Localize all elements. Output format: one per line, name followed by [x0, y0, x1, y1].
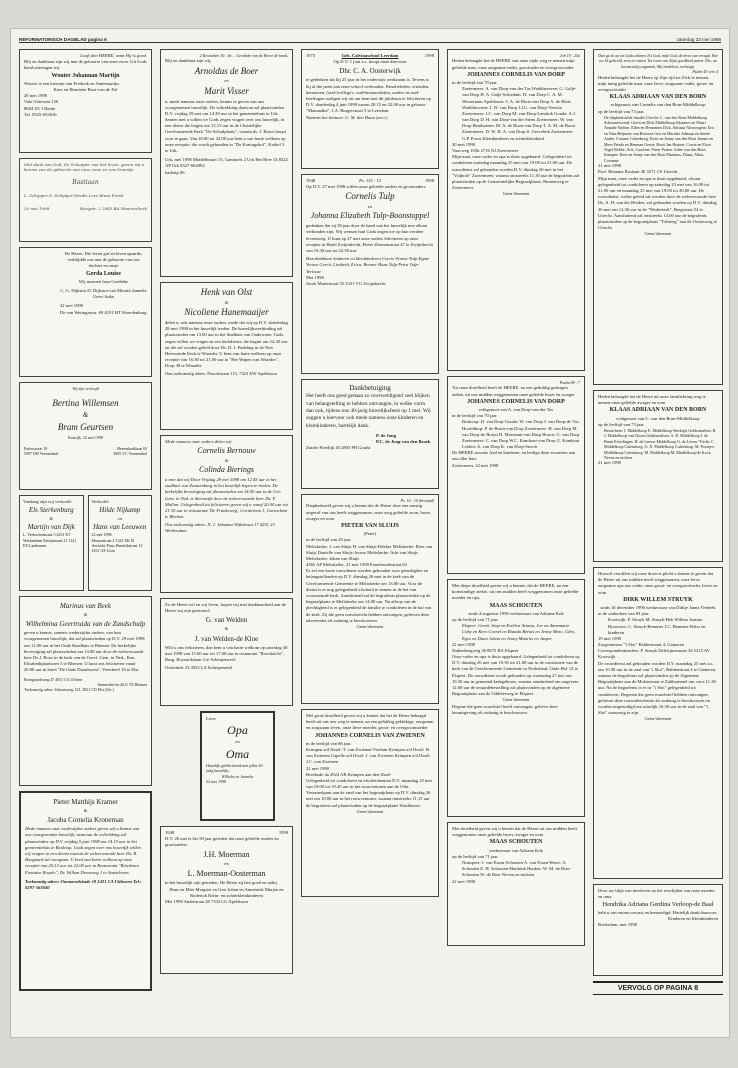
ad-address: Ons toekomstig adres: Pascalstraat 113, 7323 EW Apeldoorn: [165, 371, 278, 377]
ad-body: Met droefheid geven wij u kennis dat de Heere uit ons midden heeft weggenomen onze geliefde broer, zwager en oom: [452, 826, 578, 838]
newspaper-page: [10, 28, 730, 1038]
ad-body: u, mede namens onze ouders, kennis te geven van ons voorgenomen huwelijk. De voltrekking daarvan zal plaatsvinden D.V. vrijdag 29 mei om 14.30 uur in het gemeentehuis te Urk. Samen met u willen we Gods zegen vragen over ons huwelijk, in een dienst die begint om 15.15 uur in de Christelijke Gereformeerde Kerk "De Schuilplaats", waarin ds. J. Broos hoopt voor te gaan. Van 20.00 tot 22.00 uur bent u van harte welkom op onze receptie, die wordt gehouden in "De Koningshof", Kerkel 3 te Urk.: [165, 98, 286, 154]
family-names: Beusichem: J. Middelkoop E. Middelkoop-Sterkrijk Geldermalsen: B. J. Middelkoop-van Doorn Geldermalsen: A. R. Middelkoop J. de Bruin Everdingen: H. de Leeuw-Middelkoop G. de Leeuw 'Tricht: C. Middelkoop Culemborg: G. N. Middelkoop Culemborg: M. Poortjes-Middelkoop Culemborg: M. Middelkoop M. Middelkoop-de Kock Neven en nichten: [604, 427, 717, 460]
name-2: Bram Geurtsen: [57, 421, 114, 432]
ad-sign: P.C. de Jong-van den Broek: [376, 439, 431, 445]
deceased-name: PIETER VAN SLUIJS: [341, 522, 399, 529]
paper-date: zaterdag 23 mei 1998: [676, 37, 721, 42]
ad-verse: Psalm 89 : 7: [559, 380, 580, 385]
ad-title: Dankbetuiging: [349, 384, 391, 392]
ad-sign: P. de Jong: [376, 432, 396, 438]
ad-sub: sinds 4 augustus 1996 weduwnaar van Adriana Kok: [468, 610, 564, 616]
anniversary-ad-opa-oma: [200, 711, 275, 821]
and-word: en: [367, 204, 373, 210]
ad-address: L. Verkooienstraat 3 4251 ET Werkendam Pattijnstraat 21 1121 EE Landsmeer: [23, 532, 77, 548]
ad-body: delen u, ook namens onze ouders, mede dat wij op D.V. donderdag 28 mei 1998 in het huwelijk treden. De huwelijksverbinding zal plaatsvinden om 13.00 uur in het Stadhuis van Oudewater. Gods zegen willen we vragen in een kerkdienst, die begint om 14.30 uur en die zal worden geleid door Ds. D. J. Budding in de Ned. Hervormde Kerk te Waarder. U bent van harte welkom op onze receptie van 16.30 tot 21.00 uur in "Het Wapen van Waarder", Dorp 38 te Waarder.: [165, 319, 288, 369]
ad-sub: echtgenoot van A. van Dorp-van der Tas: [478, 406, 554, 412]
deceased-name: MAAS SCHOUTEN: [489, 839, 543, 846]
ad-sign: Geen bloemen: [644, 231, 672, 237]
ad-top: Tot onze droefheid heeft de HEERE, na een geduldig gedragen ziekte, uit ons midden weggenomen onze geliefde broer en zwager: [452, 385, 575, 397]
ad-date: Katwijk, 22 mei 1998: [68, 434, 103, 440]
wedding-ad-marinus: Marinus van Beek & Wilhelmina Geertruida van de Zandschulp geven u kennis, samens wederzijdse ouders, van hun voorgenomen huwelijk, dat zal plaatsvinden op D.V. 29 mei 1998 om 11.00 uur in het Oude Raadhuis te Rhenen. De kerkelijke bevestiging zal plaatsvinden om 14.00 uur door de weleerwaarde heer Ds J. Roos in de kerk van de Geref. Gem. in Ned., Kon. Elizabethplantsoen 5 te Rhenen. U kunt ons feliciteren vanaf 20.00 uur in hotel "De Oude Draaiboom", Veerdreef 10 te Elst. Borngaardsweg 47 4051 CG Ochten Sennerden 6a 2611 TZ Rhenen Toekomstig adres: Schaatsweg 123, 3821 CD Elst (Utr.): [19, 596, 152, 786]
ad-body: geven u kennis, samens wederzijdse ouders, van hun voorgenomen huwelijk, dat zal plaatsvinden op D.V. 29 mei 1998 om 11.00 uur in het Oude Raadhuis te Rhenen. De kerkelijke bevestiging zal plaatsvinden om 14.00 uur door de weleerwaarde heer Ds J. Roos in de kerk van de Geref. Gem. in Ned., Kon. Elizabethplantsoen 5 te Rhenen. U kunt ons feliciteren vanaf 20.00 uur in hotel "De Oude Draaiboom", Veerdreef 10 te Elst.: [24, 630, 145, 673]
death-ad-schouten-1: [447, 579, 585, 817]
ad-age: op de leeftijd van 73 jaar.: [598, 421, 645, 427]
ad-date: 19 mei 1998: [598, 635, 621, 641]
ad-body: gedenken dat zij 50 jaar door de hand van het huwelijk met elkaar verbonden zijn. Wij wensen hun Gods zegen toe op hun verdere levensweg. U kunt op 27 mei onze ouders feliciteren op onze receptie in Hotel Zwijndrecht, Pieter Zeemanstraat 47 te Zwijndrecht van 19.30 uur tot 22.30 uur.: [306, 223, 433, 253]
ad-sub: Wouter is een broertje van Frederik en Annemartijn.: [24, 80, 120, 86]
column-4: [447, 49, 585, 951]
jubilee-ad-oosterwijk: [301, 49, 439, 169]
ad-sign: Kinderen en Kleinkinderen: [667, 916, 718, 922]
ad-sign: Geen bloemen: [356, 808, 384, 814]
ad-address: Mei 1998 Ambtstraat 28 7333 LG Apeldoorn: [165, 898, 248, 904]
ad-body: u mee dat wij Door Vrijdag 29 mei 1998 om 12.45 uur in het stadhuis van Zwanenburg in het huwelijk hopen te treden. De kerkelijke bevestiging zal plaatsvinden om 14.00 uur in de Ger. Gem. in Ned. te Steenwijk door de weleerwaarde heer Ds. F. Mallan. Gelegenheid tot feliciteren geven wij u vanaf 20.00 uur tot 21.30 uur in restaurant 'De Frankeweg', Gorinchem 1, Gorinchem te Rhenen.: [165, 476, 288, 520]
ad-quote: 2 Kronieken 30 : 9a ... Gerdieke van de Heere de hand.: [199, 53, 288, 58]
name-2: Hans van Leeuwen: [93, 522, 147, 531]
family-names: Hans en Mier Margriet en Gert Johan en Annemiek Marjen en Roderick Klein- en achterkleinkinderen: [169, 886, 284, 898]
ad-address: 3905 VC Veenendaal: [113, 451, 147, 457]
ad-verse: Ps. 115 : 15: [359, 178, 381, 183]
ad-sub: sinds 16 december 1996 weduwnaar van Dirkje Janna Verbeek: [600, 604, 716, 610]
wedding-ad-arnoldus: [160, 49, 293, 277]
ad-verse: Psalm 43 vers 4: [692, 69, 718, 75]
ad-sub: Wij noemen haar Gerdieke: [78, 278, 129, 284]
column-2: [160, 49, 293, 979]
ad-address: Ons toekomstig adres: N. J. Johanna Wijkstraat 17 4251 23 Werkendam: [165, 522, 275, 534]
ad-phone: Tel. 0525-653616: [24, 111, 57, 117]
ad-body: Heden behaagde het de Heere op Zijn tijd tot Zich te nemen, mijn innig geliefde man, onze lieve, zorgzame vader, groot- en overgrootvader: [598, 74, 714, 92]
ad-address: Toekomstig adres: Schaatsweg 123, 3821 CD Elst (Utr.): [24, 687, 114, 693]
child-name: Gerda Louise: [86, 270, 121, 277]
ad-body: Met grote droefheid geven wij u kennis dat het de Heere behaagd heeft uit ons ons weg te nemen, na een gelukkig gelukkige, zorgzaam en zorgzaam leven, onze lieve moeder, groot- en overgrootmoeder: [306, 713, 434, 731]
ad-age: in de ouderdom van 83 jaar.: [598, 611, 650, 617]
ad-body: Degene die geen rouwbrief heeft ontvangen, gelieve deze kennisgeving als zodanig te beschouwen.: [452, 703, 558, 715]
ad-address: Breekade 4a 2924 AB Krimpen aan den IJssel: [306, 771, 391, 777]
ad-address: Rotterdam, mei 1998: [598, 922, 637, 928]
ad-address: Zuider Hoedijk 40 2805 PB Gouda: [306, 445, 371, 451]
ad-body: De rouwdienst zal gehouden worden D.V. maandag 25 mei a.s. om 10.30 uur in de zaal van "t Slot", Baldenstraat 4 te Gameren, waarna de begrafenis zal plaatsvinden op de Algemene Begraafplaats aan de Molenstraat te Zaltbommel om circa 11.30 uur. Na de begrafenis is er in "'t Slot" gelegenheid tot condoleren. Degenen die geen rouwbrief hebben ontvangen, gelieven deze rouwadvertentie als zodanig te beschouwen en worden uitgenodigd om uiterlijk 16.30 uur in de zaal van "'t Slot" aanwezig te zijn.: [598, 660, 717, 716]
ad-address: Heemskerklaan 65: [117, 446, 147, 451]
ad-body: Zo de Heere wil en wij leven, hopen wij met dankbaarheid aan de Heere wij zijn getrouwd: [165, 602, 286, 614]
and-word: &: [224, 299, 229, 305]
year-to: 1998: [424, 53, 434, 58]
name-1: Henk van Olst: [200, 287, 253, 297]
parents-names: Kees en Henriette Boot-van de Pol: [53, 86, 118, 92]
ad-top: Op D.V. 27 mei 1998 willen onze geliefde ouders en grootouders: [306, 184, 426, 190]
ad-sign: Geen bloemen: [502, 191, 530, 197]
ad-sign: Geen bloemen: [502, 697, 530, 703]
paper-title: REFORMATORISCH DAGBLAD pagina 6: [19, 37, 107, 42]
name-1: Bertina Willemsen: [52, 398, 119, 409]
wedding-ad-pieter: Pieter Matthijs Kramer & Jacoba Cornelia Kroneman Mede namens onze wederzijdse ouders geven wij u kennis van ons voorgenomen huwelijk, waarvan de voltrekking zal plaatsvinden op D.V. vrijdag 5 juni 1998 om 14.15 uur in het gemeentehuis te Boskoop. Gods zegen over ons huwelijk willen wij vragen in een dienst waarin de weleerwaarde heer Ds. R. Boogaard zal voorgaan. U bent van harte welkom op onze receptie van 20.15 uur tot 22.00 uur in Restaurant "Résidence Fontaine Royale", Dr. Willem Dreesweg 1 te Amstelveen. Toekomstig adres: Ommoordskade 18 1421 CA Uithoorn Tel.: 0297-563040: [19, 791, 152, 991]
ad-address: Jacob Marisstraat 35 3331 VG Zwijndrecht: [306, 280, 386, 286]
wedding-ad-henk: [160, 282, 293, 430]
ad-address: Vale Ooievaar 126: [24, 99, 59, 105]
ad-date: 22 mei 1998: [60, 303, 83, 309]
ad-poem: Dan ga ik op tot Gods altaren Tot God, mijn God, de bron van vreugd. Ene uw lil geheeld, eren en waren Tot roem van Zijns goedheid paren. Die, na kortstondig ongemak, Mij eindeloos verheugt.: [598, 53, 718, 69]
anniversary-ad-moerman: [160, 826, 293, 974]
child-name: Wouter Johannan Martijn: [51, 72, 120, 79]
ad-body: te gedenken dat hij 25 jaar in het onderwijs werkzaam is. Tevens is hij al die jaren aan onze school verbonden. Familieleden, vrienden, kennissen, (oud-)collega's, oud-bestuursleden, ouders en oud-leerlingen nodigen wij uit om hem met dit jubileum te feliciteren op D.V. donderdag 4 juni 1998 tussen 20.15 en 22.00 uur in gebouw "Maranatha", J.A. Burgerstraat 5 te Leerdam.: [306, 77, 431, 114]
name-2: Wilhelmina Geertruida van de Zandschulp: [25, 620, 146, 629]
ad-sub: weduwnaar van Adriana Kok: [489, 847, 543, 853]
family-names: Boskoop: D. van Dorp Gouda: W. van Dorp J. van Dorp-de Vos Hoofddorp: P. de Bruin-van Dorp Zoetermeer: H. van Dorp M. van Dorp-de Bruyn H. Moerman-van Dorp Hoorn: G. van Dorp Zoetermeer: C. van Dorp W.C. Kamhout-van Dorp G. Kamhout Leiden: A. van Dorp K. van Dorp-Storch: [462, 419, 580, 450]
wedding-ad-van-welden: [160, 598, 293, 706]
ad-address: Vauvweg 103b 2716 NJ Zoetermeer: [452, 148, 519, 154]
ad-address: Stakenbergweg 36 8075 BA Elspeet: [452, 647, 519, 653]
ad-age: in de leeftijd van 70 jaar.: [452, 79, 498, 85]
death-ad-van-den-born-1: [593, 49, 723, 385]
ad-body: De Heere, Die leven gaf en leven spaarde, verblijdde ons met de geboorte van ons dochter en zusje: [64, 251, 143, 269]
engagement-pair: [19, 495, 152, 596]
title-word: Lieve: [206, 716, 216, 721]
ad-age: op de leeftijd van 71 jaar.: [452, 616, 499, 622]
column-3: [301, 49, 439, 902]
ad-sub: echtgenoot van Cornelia van den Born-Middelkoop: [610, 102, 706, 108]
ad-body: Heden behaagde het de HEERE van onze zijde weg te nemen mijn geliefde man, onze zorgzame vader, grootvader en overgrootvader: [452, 58, 575, 70]
ad-address: Oosteinde 23 3925 LA Scherpenzeel: [165, 665, 233, 671]
thanks-ad-verloop: [593, 884, 723, 976]
ad-address: Zorgcentrum "'t Slot" Baldenstraat 4, Gameren: [598, 642, 685, 648]
death-ad-struyk: [593, 567, 723, 879]
ad-body: De HEERE troostte Aad en kinderen, en heilige deze ervaarten aan ons aller hart.: [452, 450, 576, 462]
name-2: Martijn van Dijk: [27, 522, 75, 531]
ad-age: in de leeftijd van 70 jaar.: [452, 413, 498, 419]
ad-extra: kadotip 06: [165, 169, 185, 175]
ad-verse: Ps. 16 : 10 (berijmd): [400, 498, 434, 503]
ad-age: in de leeftijd van 20 jaar.: [306, 537, 352, 543]
ad-address: 5907 DH Veenendaal: [24, 451, 59, 457]
ad-body: Heden behaagde het de Heere uit onze familiekring weg te nemen onze geliefde zwager en oom: [598, 394, 706, 406]
ad-body: in het huwelijk zijn getreden. De Heere zij hen goed en nabij.: [165, 880, 278, 886]
deceased-name: KLAAS ADRIAAN VAN DEN BORN: [609, 407, 707, 414]
engagement-ad-bertina: Wij zijn verloofd Bertina Willemsen & Bram Geurtsen Katwijk, 22 mei 1998 Putterstraat 19 Heemskerklaan 65 5907 DH Veenendaal 3905 VC Veenendaal: [19, 382, 152, 490]
jubilee-name: Dhr. C. A. Oosterwijk: [339, 67, 401, 76]
ad-body: Door uw blijk van meeleven na het overlijden van onze moeder en oma: [598, 888, 715, 900]
year-from: 1973: [306, 53, 316, 58]
deceased-name: DIRK WILLEM STRUYK: [623, 596, 693, 603]
ad-top: Vandaag zijn wij verloofd:: [23, 499, 72, 504]
and-word: &: [224, 626, 229, 632]
family-names: Nunspeet: J. van Essen-Schouten A. van Essen Weert: A. Schouten E. H. Schouten-Harinink Harden: W. M. de Boer-Schouten W. de Boer Neven en nichten: [462, 859, 572, 878]
death-ad-van-den-born-2: [593, 390, 723, 562]
ad-address: Correspondentieadres: P. Struyk Delwijnsestraat 34 5315 AV Kootwijk: [598, 648, 710, 660]
name-2: Colinda Bierings: [199, 465, 254, 475]
death-ad-van-dorp-1: [447, 49, 585, 371]
ad-sign: Geen bloemen: [356, 623, 384, 629]
name-1: Marinus van Beek: [60, 602, 111, 610]
family-names: Krimpen a/d IJssel: T. van Zwienen-Verduin Krimpen a/d IJssel: H. van Zwienen Capelle a/d IJssel: J. van Zwienen Krimpen a/d IJssel: J.C. van Zwienen: [306, 746, 431, 765]
ad-verse: Job 19 : 25a: [559, 53, 580, 58]
name-2: Jacoba Cornelia Kroneman: [47, 816, 124, 825]
ad-date: 22 mei 1998: [91, 532, 112, 538]
ad-quote: Looft den HEERE, want Hij is goed.: [80, 53, 147, 58]
name-1: Cornelis Tulp: [345, 191, 395, 202]
ad-sign: Geen bloemen: [644, 716, 672, 722]
ad-date: 22 mei 1998: [206, 778, 226, 784]
name-1: Hilde Nijkamp: [99, 506, 141, 515]
ad-top: Op D.V. 1 juni a.s. hoopt onze directeur: [333, 59, 407, 65]
engagement-ad-els: Vandaag zijn wij verloofd: Els Sterkenburg & Martijn van Dijk L. Verkooienstraat 3 4251 ET Werkendam Pattijnstraat 21 1121 EE Landsmeer: [19, 495, 84, 591]
thanks-ad-de-jong: [301, 379, 439, 489]
birth-ad-gerda: [19, 247, 152, 377]
birth-ad-wouter: [19, 49, 152, 153]
ad-body: Er zal een korte rouwdienst worden gehouden voor genodigden en belangstellenden op D.V. dinsdag 26 mei in de kerk van de Gereformeerde Gemeente te Meliskerke om 13.00 uur. Voor de dienst is er nog gelegenheid afscheid te nemen in de hal van voornoemde kerk. Aansluitend zal de begrafenis plaatsvinden op de begraafplaats te Meliskerke om 14.00 uur. Na afloop van de plechtigheid is er gelegenheid de familie te condoleren in de hal van de kerk. Zij die geen rouwbericht hebben ontvangen, gelieven deze advertentie als zodanig te beschouwen.: [306, 568, 432, 623]
ad-address: 4365 AP Meliskerke, 21 mei 1998 Panrebsoekstraat 63: [306, 562, 407, 568]
ad-date: 22 mei 1998: [306, 765, 329, 771]
ad-date: 21 mei 1998: [598, 163, 621, 169]
anniversary-ad-tulp: [301, 174, 439, 374]
deceased-name: MAAS SCHOUTEN: [489, 602, 543, 609]
ad-body: Met diepe droefheid geven wij u kennis, dat de HEERE, na een kortstondige ziekte, uit ons midden heeft weggenomen onze geliefde moeder en opa,: [452, 583, 579, 601]
page-header: [19, 33, 721, 43]
continue-banner: VERVOLG OP PAGINA 8: [593, 981, 723, 995]
ad-top: Mede namens onze ouders delen wij: [165, 439, 232, 444]
ad-sub: echtgenoot van C. van den Born-Middelkoop: [616, 415, 700, 421]
ad-sign: Namens het bestuur: G. M. den Haan (secr.): [306, 114, 388, 120]
ad-date: 20 mei 1998: [452, 141, 475, 147]
ad-address: Urk, mei 1998 Middelbraart 15, Gammels 2 Urk Het Bree 14 8322 AP Urk 0527-682094: [165, 157, 288, 169]
name-2: Marit Visser: [204, 85, 249, 96]
ad-body: Mede namens onze wederzijdse ouders geven wij u kennis van ons voorgenomen huwelijk, waarvan de voltrekking zal plaatsvinden op D.V. vrijdag 5 juni 1998 om 14.15 uur in het gemeentehuis te Boskoop. Gods zegen over ons huwelijk willen wij vragen in een dienst waarin de weleerwaarde heer Ds. R. Boogaard zal voorgaan. U bent van harte welkom op onze receptie van 20.15 uur tot 22.00 uur in Restaurant "Résidence Fontaine Royale", Dr. Willem Dreesweg 1 te Amstelveen.: [25, 826, 141, 875]
ad-address: Putterstraat 19: [24, 446, 48, 451]
ad-address: De van Weringenstr. 69 4191 HT Woerdenburg: [60, 309, 147, 315]
deceased-name: JOHANNES CORNELIS VAN ZWIENEN: [315, 732, 425, 739]
ad-body: Mijn man, onze vader en opa is thuis opgebaard, alwaar gelegenheid tot condoleren op zaterdag 23 mei van 16.00 tot 21.00 uur en maandag 25 mei van 19.00 tot 20.00 uur. De rouwdienst, welke geleid zal worden door de weleerwaarde heer Ds. A. H. van der Heiden, zal gehouden worden op D.V. dinsdag 26 mei om 12.30 uur in de "Wederkerk", Bergstraat 54 te Utrecht. Aansluitend zal omstreeks 14.00 uur de begrafenis plaatsvinden op de begraafplaats "Tolsteeg" aan de Oosterweg te Utrecht.: [598, 175, 717, 231]
ad-address: Maaratstraat 2 1341 EK El Amfacht Prins Hendrikstraat 12 2161 GE Lisse: [91, 537, 143, 554]
child-name: Bastiaan: [72, 178, 99, 186]
ad-body: Gelegenheid tot condoleren en afscheidnemen D.V. maandag 25 mei van 19.00 tot 19.45 uur in het rouwcentrum aan de Olm. Verzamelpunt aan de rand van het begraafplaats op D.V. dinsdag 26 mei om 10.00 uur in het rouwcentrum, waarna omstreeks 11.15 uur de begrafenis zal plaatsvinden op de begraafplaats Waalhaven.: [306, 777, 432, 808]
ad-sub: (Peter): [363, 531, 377, 537]
ad-body: Onze vader en opa is thuis opgebaard. Gelegenheid tot condoleren op D.V. dinsdag 26 mei van 19.30 tot 21.00 uur in de consistorie van de kerk van de Gereformeerde Gemeente in Nederland, Oude Hof 12 te Elspeet. De rouwdienst wordt gehouden op woensdag 27 mei om 10.30 uur in genoemd kerkgebouw, waarna aansluitend om ongeveer 12.00 uur de teraardebestelling zal plaatsvinden op de algemene Begraafplaats aan de Uddelerweg te Elspeet.: [452, 654, 580, 697]
ad-address: Prof. Ritzema Boslaan 40 3571 CS Utrecht: [598, 169, 678, 175]
name-1: Pieter Matthijs Kramer: [53, 798, 118, 806]
birth-ad-bastiaan: [19, 158, 152, 242]
name-1: Arnoldus de Boer: [194, 65, 259, 76]
ad-date: Zoetermeer, 22 mei 1998: [452, 462, 499, 468]
and-word: &: [224, 457, 229, 463]
ad-date: 20 mei 1998: [24, 206, 50, 212]
ad-body: D.V. 26 mei is het 50 jaar geleden dat onze geliefde ouders en grootouders: [165, 836, 279, 848]
title-word: Oma: [225, 746, 250, 761]
name-1: Cornelis Bernouw: [197, 446, 256, 456]
ad-body: Hartelijk gefeliciteerd met jullie 25-jarig huwelijk.: [206, 762, 264, 774]
family-names: Meliskerke: J. van Sluijs H. van Sluijs-Dekker Meliskerke: Rien van Sluijs Danielle van Sluijs-Joosse Meliskerke: Adri van Sluijs Meliskerke: Johan van Sluijs: [306, 543, 433, 561]
school-name: Geb. Calvinaschool Leerdam: [341, 53, 399, 58]
deceased-name: Hendrika Adriana Gerdina Verloop-de Baal: [602, 901, 714, 909]
ad-body: Diepbedroefd geven wij u kennis dat de Heere door een ernstig ongeval van ons heeft weggenomen, onze zorg geliefde zoon, broer, zwager en oom: [306, 503, 431, 521]
ad-body: Met dank aan God. De Schepper van het leven, geven wij u kennis van de geboorte van onze zoon en ons broertje: [24, 162, 145, 173]
ad-top: Blij en dankbaar zijn wij,: [165, 58, 212, 64]
ad-body: Blij en dankbaar zijn wij met de geboorte van onze zoon. Uit Gods hand ontvingen wij: [24, 59, 147, 71]
ad-body: Hoewel verrullen wij onze droevis plicht u kennis te geven dat de Heere uit ons midden heeft weggenomen, onze lieve zorgzame opa ons vader, onze groot- en overgrootvader, broer en oom: [598, 571, 718, 595]
year-from: 1948: [306, 178, 316, 183]
engagement-ad-hilde: Verloofd: Hilde Nijkamp en Hans van Leeuwen 22 mei 1998 Maaratstraat 2 1341 EK El Amfacht Prins Hendrikstraat 12 2161 GE Lisse: [88, 495, 153, 591]
column-1: [19, 49, 152, 996]
ad-address: Sennerden 6a 2611 TZ Rhenen: [97, 681, 147, 687]
deceased-name: KLAAS ADRIAAN VAN DEN BORN: [609, 94, 707, 101]
death-ad-van-sluijs: [301, 494, 439, 704]
deceased-name: JOHANNES CORNELIS VAN DORP: [467, 398, 565, 405]
wedding-ad-cornelis: [160, 435, 293, 593]
ad-top: Verloofd:: [91, 499, 109, 504]
ad-address: Borngaardsweg 47 4051 CG Ochten: [24, 676, 83, 682]
title-word: Opa: [227, 723, 248, 738]
ad-address: Toekomstig adres: Ommoordskade 18 1421 CA Uithoorn Tel.: 0297-563040: [25, 878, 142, 890]
deceased-name: JOHANNES CORNELIS VAN DORP: [467, 71, 565, 78]
parents-names: C. G. Dijkstra D. Dijkstra-van Mourik Janneke Geert Anke: [60, 287, 147, 300]
ad-body: hebt u ons enorm verrast en bemoedigd. Hartelijk dank daarvoor.: [598, 910, 718, 916]
family-names: De diepbedroefde familie Utrecht: C. van den Born-Middelkoop Schoonrewoerd: Gerrit en Dick Middelkoop Johannes en Maart Annalie Nadine, Ellen en Bernanten Dick, Adriana Nieuwegein: Eric en Nina Reijmers van Rouwen Gert en Marieke Adriaan en Anette Andre, Corinne Culemborg: Evert en Jenny van den Born Jannes en Mees Frieda en Henman Gerrie, Roeit Jan Houten: Corrie en Floor Vogel Robbe, Arie, Caroline, Pieter Putten: Adrie van den Born Kampen: Kees en Jenny van den Born Martinus, Diana, Alina, Corianne: [604, 114, 715, 163]
ad-address: 8604 ZS 't Harde: [24, 105, 56, 111]
ad-date: 22 mei 1998: [452, 878, 475, 884]
family-names: Elspeet: Gerrit Joop en Evelien Ariana, Joe en Annemarie Coby en Kees Cornel en Rianda Bertus en Jenny Marc, Gibo, Eges en Daan Johan en Jenny Maurits en Jasper: [462, 623, 576, 641]
ad-address: Hoogstr. 2 2845 BA Waarnerkerk: [79, 206, 147, 212]
column-5: [593, 49, 723, 995]
and-word: en: [224, 78, 229, 84]
ad-body: Het heeft ons goed gedaan zo overweldigend veel blijken van belangstelling te hebben ontvangen, in welke vorm dan ook, tijdens ons 40-jarig huwelijksfeest op 1 mei. Wij zeggen u hiervoor ook mede namens onze kinderen en kleinkinderen, hartelijk dank.: [306, 393, 431, 429]
name-1: J.H. Moerman: [203, 849, 250, 859]
year-from: 1948: [165, 830, 175, 835]
ad-date: 21 mei 1998: [598, 460, 621, 466]
name-2: L. Moerman-Oosterman: [187, 868, 266, 878]
ad-body: Wilt u ons feliciteren, dan bent u van harte welkom op zaterdag 30 mei 1998 van 15.00 uur tot 17.00 uur in restaurant "Boschzicht", Burg. Royaardslaan 4 te Scherpenzeel.: [165, 644, 288, 663]
and-word: en: [224, 861, 229, 867]
name-2: J. van Welden-de Kloe: [194, 634, 259, 643]
name-2: Johanna Elizabeth Tulp-Boonstoppel: [310, 211, 430, 221]
death-ad-schouten-2: [447, 822, 585, 946]
ad-body: Mijn man, onze vader en opa is thuis opgebaard. Gelegenheid tot condoleren zaterdag maandag 25 mei van 19.00 tot 21.00 uur. De rouwdienst zal gehouden worden D.V. dinsdag 26 mei in het "Vrijhofe" Zoetermeer, waarna omstreeks 11.30 uur de begrafenis zal plaatsvinden op de Gemeentelijke Begraafplaats, Binnenweg te Zoetermeer.: [452, 154, 580, 191]
ad-top: Wij zijn verloofd: [72, 386, 99, 391]
family-names: Hun dankbare kinderen en kleinkinderen Corrie Verzeu-Tulp Eppie Verzeu Gerrit, Liesbeth, Erica, Benner Hans Tulp Petra Tulp-Terlouw: [306, 256, 430, 274]
ad-sign: Willieke en Janneke: [221, 773, 254, 779]
family-names: Kootwijk: P. Struyk M. Struyk-Hek Willem Joanna Brouwers: C. Struyk-Bemmer J.C. Bemmer-Bobo en kinderen: [608, 617, 706, 635]
ad-age: op de leeftijd van 71 jaar.: [452, 853, 499, 859]
ad-date: 22 mei 1998: [452, 641, 475, 647]
parents-names: L. Schipper-G. Schipper-Strubs Lore Bram Frank: [24, 192, 124, 198]
name-1: Els Sterkenburg: [28, 506, 74, 515]
name-2: Nicoliene Hanemaaijer: [184, 307, 269, 318]
name-1: G. van Welden: [205, 616, 248, 625]
ad-age: op de leeftijd van 73 jaar.: [598, 108, 645, 114]
ad-date: Mei 1998: [306, 274, 324, 280]
year-to: 1998: [424, 178, 434, 183]
death-ad-van-dorp-2: [447, 376, 585, 574]
ad-age: in de leeftijd van 86 jaar.: [306, 740, 352, 746]
ad-date: 20 mei 1998: [24, 93, 47, 99]
year-to: 1998: [278, 830, 288, 835]
family-names: Zoetermeer: A. van Dorp-van der Tas Waddinxveen: G. Galjé-van Dorp H. A. Galjé Schiedam: D. van Dorp C. A. M. Westerman Apeldoorn: C.A. de Blois-van Dorp A. de Blois Waddinxveen: J. W. van Dorp J.J.G. van Dorp-Venstra Zoetermeer: J.C. van Dorp M. van Dorp-Landrok Gouda: A.J. van Dorp D. H. van Dorp-van der Steen Zoetermeer: W. van Dorp Benthuizen: M. A. de Boon-van Dorp T. A. M. de Boon Zoetermeer: D. W. H. A. van Dorp S. Grevelink Zoetermeer: G.P. Proos Kleinkinderen en achterkleinkind: [462, 86, 577, 141]
death-ad-van-zwienen: [301, 709, 439, 897]
title-word: en: [235, 739, 240, 745]
